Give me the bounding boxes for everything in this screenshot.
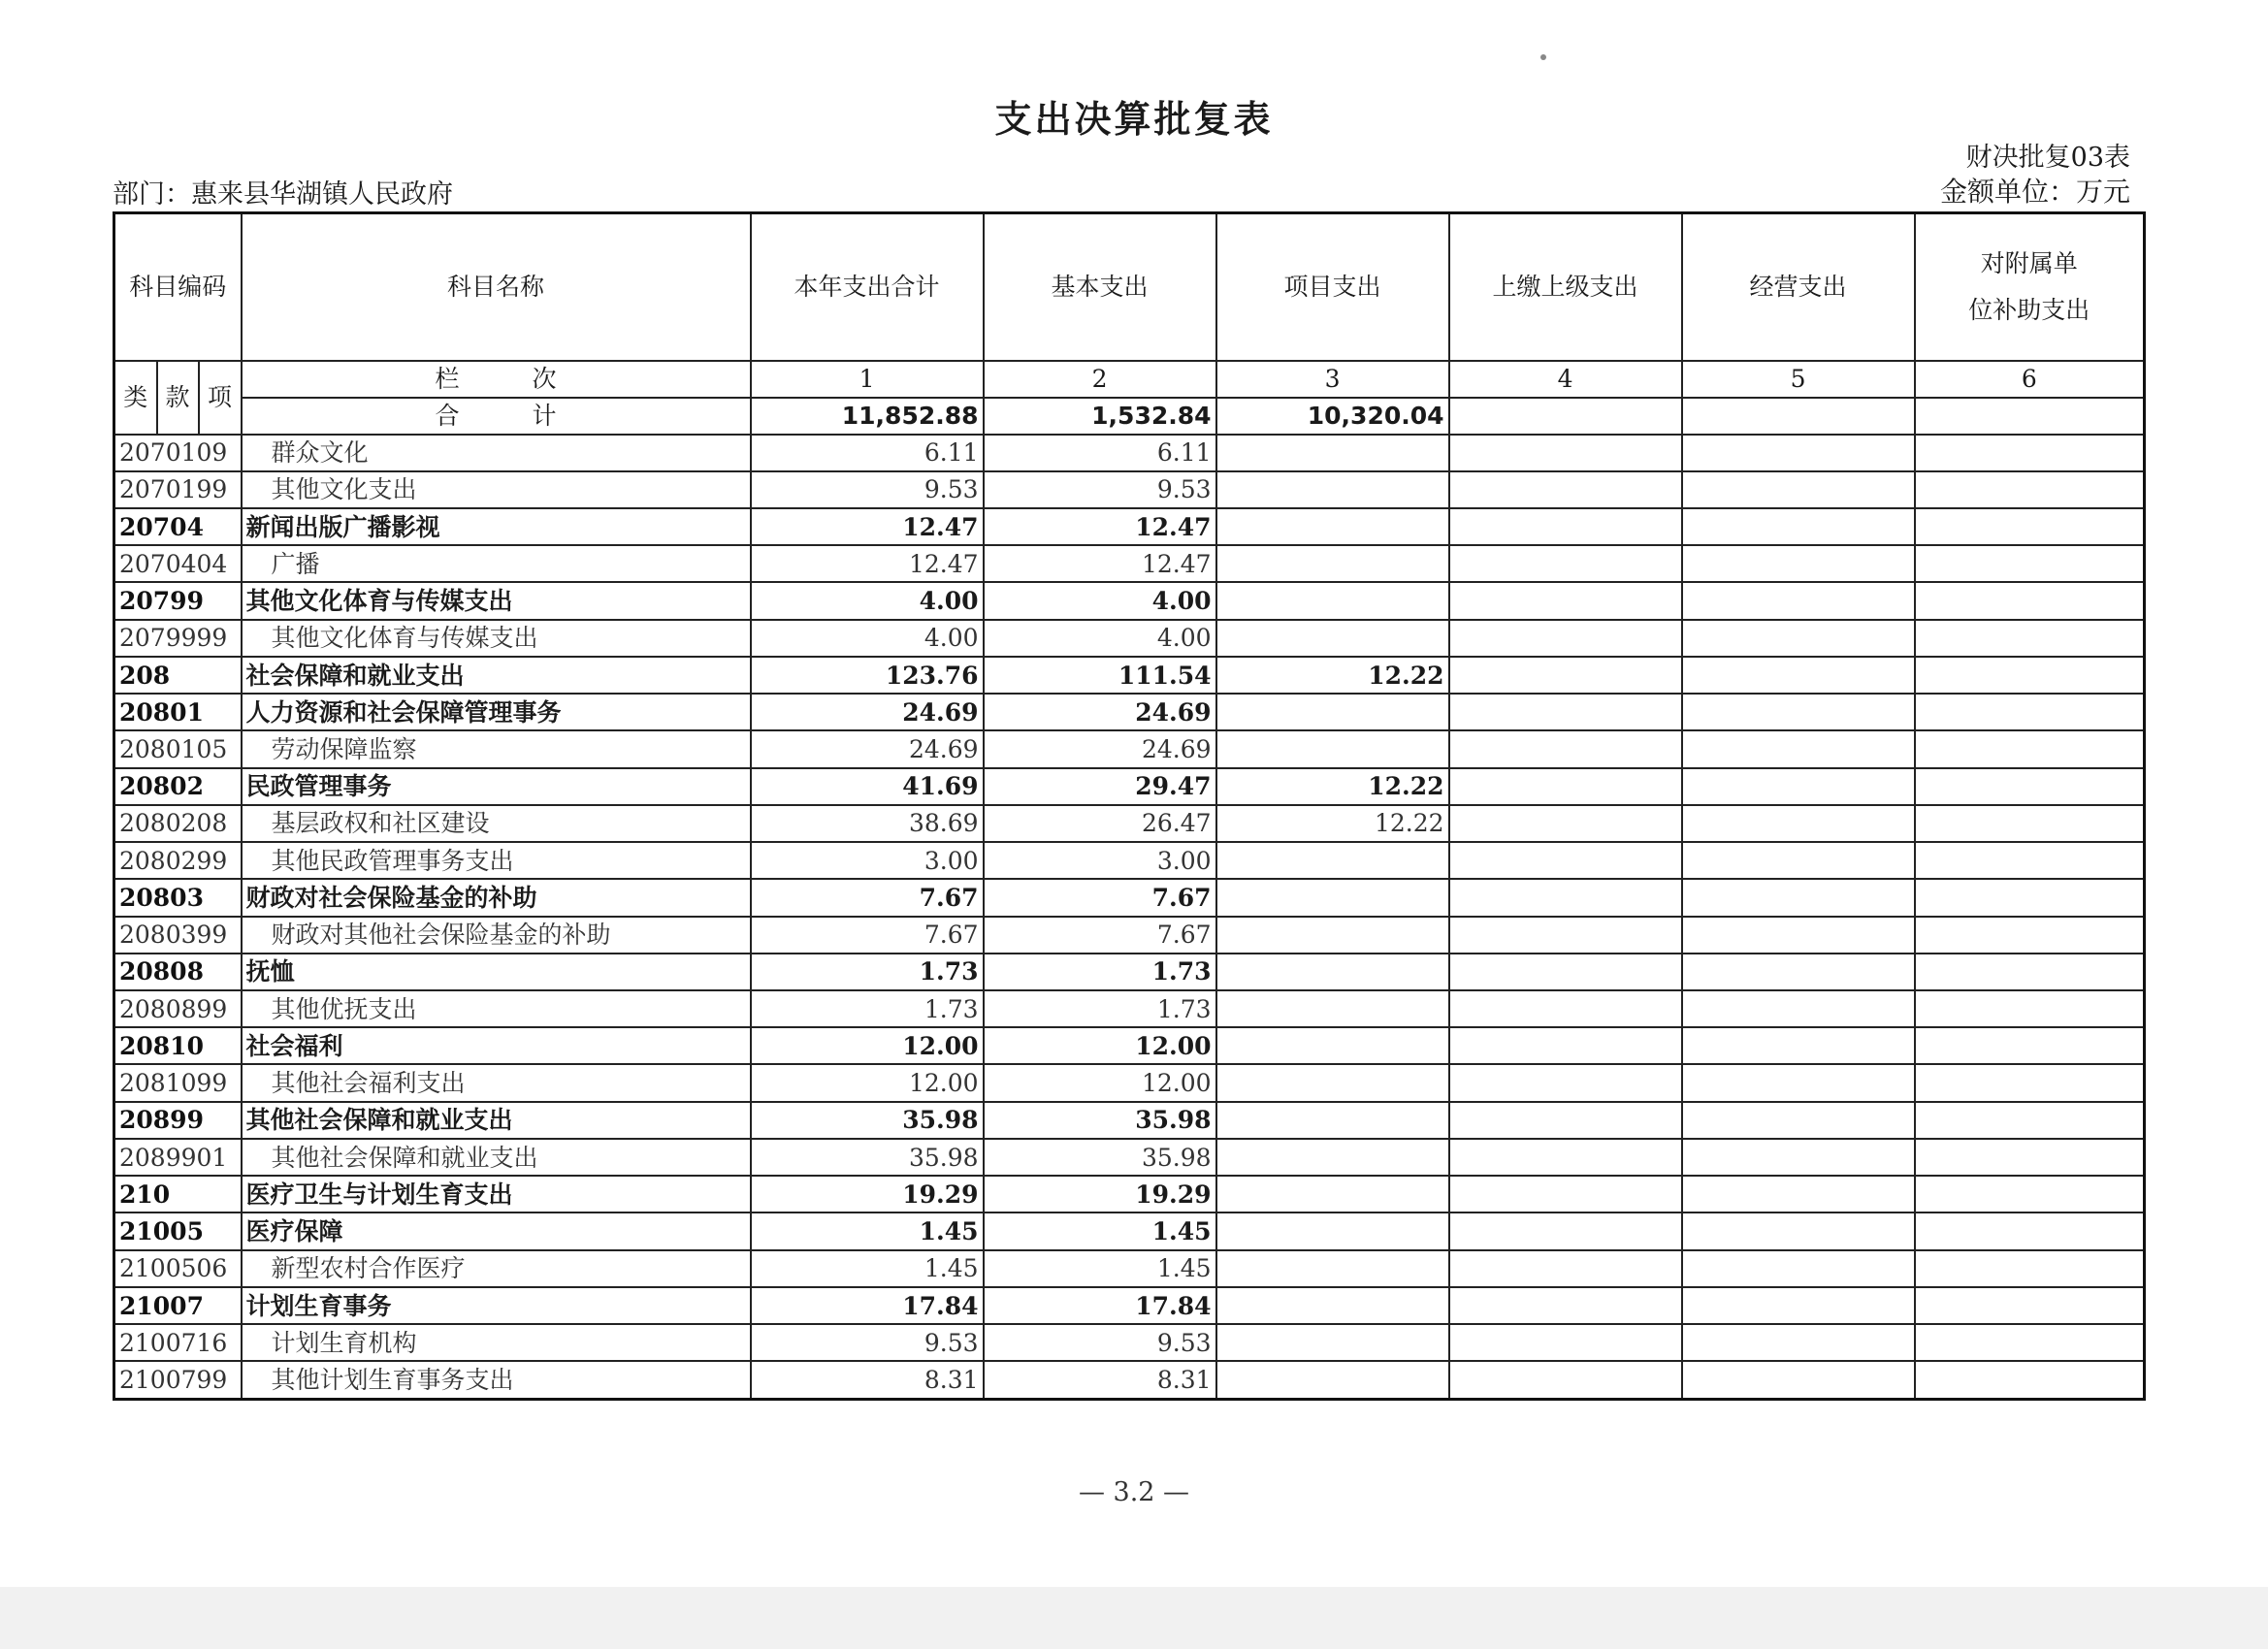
header-heji: 合 计 [242, 398, 751, 435]
amount-basic: 1.73 [984, 990, 1216, 1027]
amount-total: 1.73 [751, 954, 984, 990]
amount-subsidy [1915, 1027, 2145, 1064]
subject-name: 计划生育机构 [242, 1324, 751, 1361]
amount-total: 35.98 [751, 1102, 984, 1139]
subject-code: 21005 [114, 1212, 242, 1249]
amount-upper [1449, 805, 1682, 842]
subject-name: 劳动保障监察 [242, 730, 751, 767]
amount-total: 1.73 [751, 990, 984, 1027]
amount-total: 12.00 [751, 1064, 984, 1101]
amount-upper [1449, 657, 1682, 694]
amount-subsidy [1915, 508, 2145, 545]
amount-basic: 3.00 [984, 842, 1216, 879]
amount-upper [1449, 1027, 1682, 1064]
amount-subsidy [1915, 1102, 2145, 1139]
col-number-6: 6 [1915, 361, 2145, 398]
subject-code: 2070199 [114, 471, 242, 508]
expenditure-table-container [113, 211, 2143, 1401]
subject-code: 20810 [114, 1027, 242, 1064]
amount-project [1216, 508, 1449, 545]
subject-code: 2080299 [114, 842, 242, 879]
amount-project [1216, 620, 1449, 657]
amount-subsidy [1915, 917, 2145, 954]
amount-basic: 1.45 [984, 1212, 1216, 1249]
subject-code: 20803 [114, 879, 242, 916]
amount-subsidy [1915, 694, 2145, 730]
table-row [114, 1361, 2145, 1399]
amount-upper [1449, 1361, 1682, 1399]
amount-subsidy [1915, 471, 2145, 508]
subject-code: 2081099 [114, 1064, 242, 1101]
amount-basic: 8.31 [984, 1361, 1216, 1399]
amount-subsidy [1915, 582, 2145, 619]
amount-project [1216, 1361, 1449, 1399]
subject-name: 社会保障和就业支出 [242, 657, 751, 694]
amount-upper [1449, 954, 1682, 990]
amount-subsidy [1915, 730, 2145, 767]
amount-unit-label: 金额单位：万元 [1939, 176, 2130, 208]
amount-basic: 19.29 [984, 1176, 1216, 1212]
amount-project [1216, 694, 1449, 730]
subject-code: 21007 [114, 1287, 242, 1324]
amount-business [1682, 1064, 1915, 1101]
department-label: 部门：惠来县华湖镇人民政府 [113, 179, 453, 210]
total-project: 10,320.04 [1216, 398, 1449, 435]
amount-business [1682, 1139, 1915, 1176]
amount-business [1682, 990, 1915, 1027]
amount-project [1216, 1176, 1449, 1212]
expenditure-table [113, 211, 2146, 1401]
subject-code: 20899 [114, 1102, 242, 1139]
amount-upper [1449, 730, 1682, 767]
amount-subsidy [1915, 1212, 2145, 1249]
subject-code: 2080399 [114, 917, 242, 954]
table-row [114, 657, 2145, 694]
subject-name: 其他文化体育与传媒支出 [242, 620, 751, 657]
amount-basic: 9.53 [984, 1324, 1216, 1361]
amount-project [1216, 842, 1449, 879]
amount-basic: 4.00 [984, 620, 1216, 657]
table-row [114, 582, 2145, 619]
col-number-1: 1 [751, 361, 984, 398]
subject-name: 其他优抚支出 [242, 990, 751, 1027]
amount-project [1216, 990, 1449, 1027]
subject-name: 计划生育事务 [242, 1287, 751, 1324]
amount-basic: 1.73 [984, 954, 1216, 990]
amount-basic: 35.98 [984, 1102, 1216, 1139]
header-name: 科目名称 [242, 213, 751, 361]
subject-code: 20808 [114, 954, 242, 990]
amount-project [1216, 1027, 1449, 1064]
subject-code: 2080105 [114, 730, 242, 767]
amount-project: 12.22 [1216, 805, 1449, 842]
amount-upper [1449, 1064, 1682, 1101]
amount-basic: 7.67 [984, 879, 1216, 916]
col-number-4: 4 [1449, 361, 1682, 398]
amount-basic: 12.00 [984, 1064, 1216, 1101]
amount-project [1216, 730, 1449, 767]
scan-margin [0, 1587, 2268, 1649]
subject-name: 医疗保障 [242, 1212, 751, 1249]
amount-total: 38.69 [751, 805, 984, 842]
total-subsidy [1915, 398, 2145, 435]
header-col6 [1915, 213, 2145, 361]
amount-basic: 17.84 [984, 1287, 1216, 1324]
table-row [114, 1176, 2145, 1212]
amount-project [1216, 1250, 1449, 1287]
amount-total: 12.00 [751, 1027, 984, 1064]
amount-total: 123.76 [751, 657, 984, 694]
subject-name: 其他文化体育与传媒支出 [242, 582, 751, 619]
amount-total: 4.00 [751, 582, 984, 619]
amount-total: 41.69 [751, 768, 984, 805]
amount-basic: 12.47 [984, 508, 1216, 545]
subject-name: 其他民政管理事务支出 [242, 842, 751, 879]
amount-subsidy [1915, 768, 2145, 805]
amount-total: 17.84 [751, 1287, 984, 1324]
subject-name: 其他社会保障和就业支出 [242, 1139, 751, 1176]
subject-code: 20704 [114, 508, 242, 545]
page-title: 支出决算批复表 [994, 98, 1274, 141]
amount-subsidy [1915, 1250, 2145, 1287]
amount-basic: 6.11 [984, 435, 1216, 471]
amount-total: 12.47 [751, 545, 984, 582]
subject-name: 社会福利 [242, 1027, 751, 1064]
subject-code: 2079999 [114, 620, 242, 657]
amount-project [1216, 879, 1449, 916]
amount-upper [1449, 917, 1682, 954]
amount-upper [1449, 508, 1682, 545]
subject-name: 新型农村合作医疗 [242, 1250, 751, 1287]
amount-upper [1449, 842, 1682, 879]
subject-code: 210 [114, 1176, 242, 1212]
total-business [1682, 398, 1915, 435]
amount-basic: 7.67 [984, 917, 1216, 954]
amount-subsidy [1915, 954, 2145, 990]
table-row [114, 917, 2145, 954]
table-row [114, 768, 2145, 805]
total-upper [1449, 398, 1682, 435]
amount-subsidy [1915, 842, 2145, 879]
amount-subsidy [1915, 1176, 2145, 1212]
subject-name: 其他文化支出 [242, 471, 751, 508]
subject-name: 抚恤 [242, 954, 751, 990]
amount-business [1682, 694, 1915, 730]
amount-subsidy [1915, 879, 2145, 916]
amount-project [1216, 435, 1449, 471]
amount-total: 1.45 [751, 1212, 984, 1249]
amount-upper [1449, 620, 1682, 657]
amount-basic: 24.69 [984, 730, 1216, 767]
table-row [114, 545, 2145, 582]
amount-business [1682, 768, 1915, 805]
header-kuan: 款 [157, 361, 199, 435]
amount-upper [1449, 1287, 1682, 1324]
subject-code: 2100506 [114, 1250, 242, 1287]
column-number-row [114, 361, 2145, 398]
table-row [114, 471, 2145, 508]
table-row [114, 620, 2145, 657]
amount-upper [1449, 694, 1682, 730]
amount-total: 9.53 [751, 471, 984, 508]
amount-total: 19.29 [751, 1176, 984, 1212]
subject-name: 基层政权和社区建设 [242, 805, 751, 842]
amount-subsidy [1915, 1064, 2145, 1101]
amount-business [1682, 917, 1915, 954]
table-row [114, 694, 2145, 730]
amount-basic: 12.47 [984, 545, 1216, 582]
amount-upper [1449, 768, 1682, 805]
amount-basic: 26.47 [984, 805, 1216, 842]
header-col2: 基本支出 [984, 213, 1216, 361]
amount-total: 24.69 [751, 694, 984, 730]
amount-project [1216, 1287, 1449, 1324]
header-lei: 类 [114, 361, 157, 435]
amount-business [1682, 435, 1915, 471]
amount-business [1682, 657, 1915, 694]
amount-project [1216, 1139, 1449, 1176]
table-row [114, 1287, 2145, 1324]
amount-subsidy [1915, 1324, 2145, 1361]
amount-total: 9.53 [751, 1324, 984, 1361]
header-col6-line2: 位补助支出 [1968, 295, 2090, 324]
table-row [114, 842, 2145, 879]
table-row [114, 1102, 2145, 1139]
subject-code: 20799 [114, 582, 242, 619]
subject-code: 2089901 [114, 1139, 242, 1176]
table-row [114, 1212, 2145, 1249]
subject-name: 新闻出版广播影视 [242, 508, 751, 545]
amount-business [1682, 620, 1915, 657]
table-row [114, 1139, 2145, 1176]
header-code: 科目编码 [114, 213, 242, 361]
table-row [114, 730, 2145, 767]
amount-project: 12.22 [1216, 768, 1449, 805]
amount-subsidy [1915, 1287, 2145, 1324]
subject-name: 民政管理事务 [242, 768, 751, 805]
amount-business [1682, 1287, 1915, 1324]
subject-name: 其他社会福利支出 [242, 1064, 751, 1101]
scan-speck [1540, 54, 1546, 60]
amount-total: 3.00 [751, 842, 984, 879]
amount-subsidy [1915, 1139, 2145, 1176]
col-number-5: 5 [1682, 361, 1915, 398]
amount-business [1682, 954, 1915, 990]
header-lanci: 栏 次 [242, 361, 751, 398]
table-row [114, 1064, 2145, 1101]
subject-code: 2080899 [114, 990, 242, 1027]
col-number-2: 2 [984, 361, 1216, 398]
subject-code: 20801 [114, 694, 242, 730]
amount-business [1682, 1250, 1915, 1287]
amount-subsidy [1915, 435, 2145, 471]
amount-business [1682, 842, 1915, 879]
form-number: 财决批复03表 [1965, 143, 2130, 173]
table-row [114, 879, 2145, 916]
amount-business [1682, 582, 1915, 619]
amount-upper [1449, 1212, 1682, 1249]
amount-business [1682, 471, 1915, 508]
amount-basic: 9.53 [984, 471, 1216, 508]
amount-project [1216, 917, 1449, 954]
amount-project [1216, 954, 1449, 990]
amount-project: 12.22 [1216, 657, 1449, 694]
amount-upper [1449, 1139, 1682, 1176]
amount-subsidy [1915, 620, 2145, 657]
table-row [114, 508, 2145, 545]
subject-code: 2080208 [114, 805, 242, 842]
amount-basic: 111.54 [984, 657, 1216, 694]
amount-upper [1449, 582, 1682, 619]
subject-name: 财政对其他社会保险基金的补助 [242, 917, 751, 954]
amount-upper [1449, 1250, 1682, 1287]
subject-name: 群众文化 [242, 435, 751, 471]
total-basic: 1,532.84 [984, 398, 1216, 435]
amount-project [1216, 545, 1449, 582]
subject-name: 其他计划生育事务支出 [242, 1361, 751, 1399]
amount-upper [1449, 471, 1682, 508]
amount-project [1216, 1324, 1449, 1361]
totals-row [114, 398, 2145, 435]
amount-total: 7.67 [751, 879, 984, 916]
subject-code: 2070109 [114, 435, 242, 471]
subject-code: 2100799 [114, 1361, 242, 1399]
amount-subsidy [1915, 805, 2145, 842]
amount-business [1682, 1324, 1915, 1361]
amount-total: 7.67 [751, 917, 984, 954]
amount-subsidy [1915, 990, 2145, 1027]
amount-business [1682, 879, 1915, 916]
amount-project [1216, 582, 1449, 619]
amount-total: 1.45 [751, 1250, 984, 1287]
table-row [114, 990, 2145, 1027]
amount-business [1682, 1212, 1915, 1249]
amount-basic: 1.45 [984, 1250, 1216, 1287]
amount-business [1682, 1361, 1915, 1399]
amount-total: 24.69 [751, 730, 984, 767]
amount-business [1682, 545, 1915, 582]
amount-business [1682, 730, 1915, 767]
subject-code: 208 [114, 657, 242, 694]
amount-upper [1449, 435, 1682, 471]
amount-basic: 35.98 [984, 1139, 1216, 1176]
subject-name: 其他社会保障和就业支出 [242, 1102, 751, 1139]
subject-code: 20802 [114, 768, 242, 805]
amount-project [1216, 1102, 1449, 1139]
header-row [114, 213, 2145, 361]
amount-upper [1449, 879, 1682, 916]
amount-subsidy [1915, 657, 2145, 694]
header-col5: 经营支出 [1682, 213, 1915, 361]
amount-upper [1449, 545, 1682, 582]
amount-upper [1449, 1176, 1682, 1212]
amount-total: 6.11 [751, 435, 984, 471]
amount-upper [1449, 990, 1682, 1027]
amount-business [1682, 805, 1915, 842]
amount-project [1216, 471, 1449, 508]
col-number-3: 3 [1216, 361, 1449, 398]
header-col1: 本年支出合计 [751, 213, 984, 361]
amount-basic: 12.00 [984, 1027, 1216, 1064]
amount-subsidy [1915, 545, 2145, 582]
amount-business [1682, 1102, 1915, 1139]
subject-name: 财政对社会保险基金的补助 [242, 879, 751, 916]
amount-upper [1449, 1102, 1682, 1139]
table-row [114, 805, 2145, 842]
amount-basic: 4.00 [984, 582, 1216, 619]
table-row [114, 1324, 2145, 1361]
page-number: — 3.2 — [1078, 1477, 1190, 1507]
amount-total: 12.47 [751, 508, 984, 545]
amount-total: 8.31 [751, 1361, 984, 1399]
total-amount: 11,852.88 [751, 398, 984, 435]
amount-upper [1449, 1324, 1682, 1361]
table-row [114, 1250, 2145, 1287]
amount-subsidy [1915, 1361, 2145, 1399]
subject-name: 广播 [242, 545, 751, 582]
amount-business [1682, 1176, 1915, 1212]
amount-total: 35.98 [751, 1139, 984, 1176]
amount-business [1682, 1027, 1915, 1064]
subject-code: 2070404 [114, 545, 242, 582]
amount-basic: 24.69 [984, 694, 1216, 730]
header-xiang: 项 [199, 361, 242, 435]
subject-name: 医疗卫生与计划生育支出 [242, 1176, 751, 1212]
header-col4: 上缴上级支出 [1449, 213, 1682, 361]
amount-total: 4.00 [751, 620, 984, 657]
header-col6-line1: 对附属单 [1980, 249, 2078, 278]
table-row [114, 435, 2145, 471]
amount-project [1216, 1064, 1449, 1101]
amount-basic: 29.47 [984, 768, 1216, 805]
table-row [114, 1027, 2145, 1064]
amount-business [1682, 508, 1915, 545]
table-row [114, 954, 2145, 990]
amount-project [1216, 1212, 1449, 1249]
header-col3: 项目支出 [1216, 213, 1449, 361]
subject-name: 人力资源和社会保障管理事务 [242, 694, 751, 730]
subject-code: 2100716 [114, 1324, 242, 1361]
